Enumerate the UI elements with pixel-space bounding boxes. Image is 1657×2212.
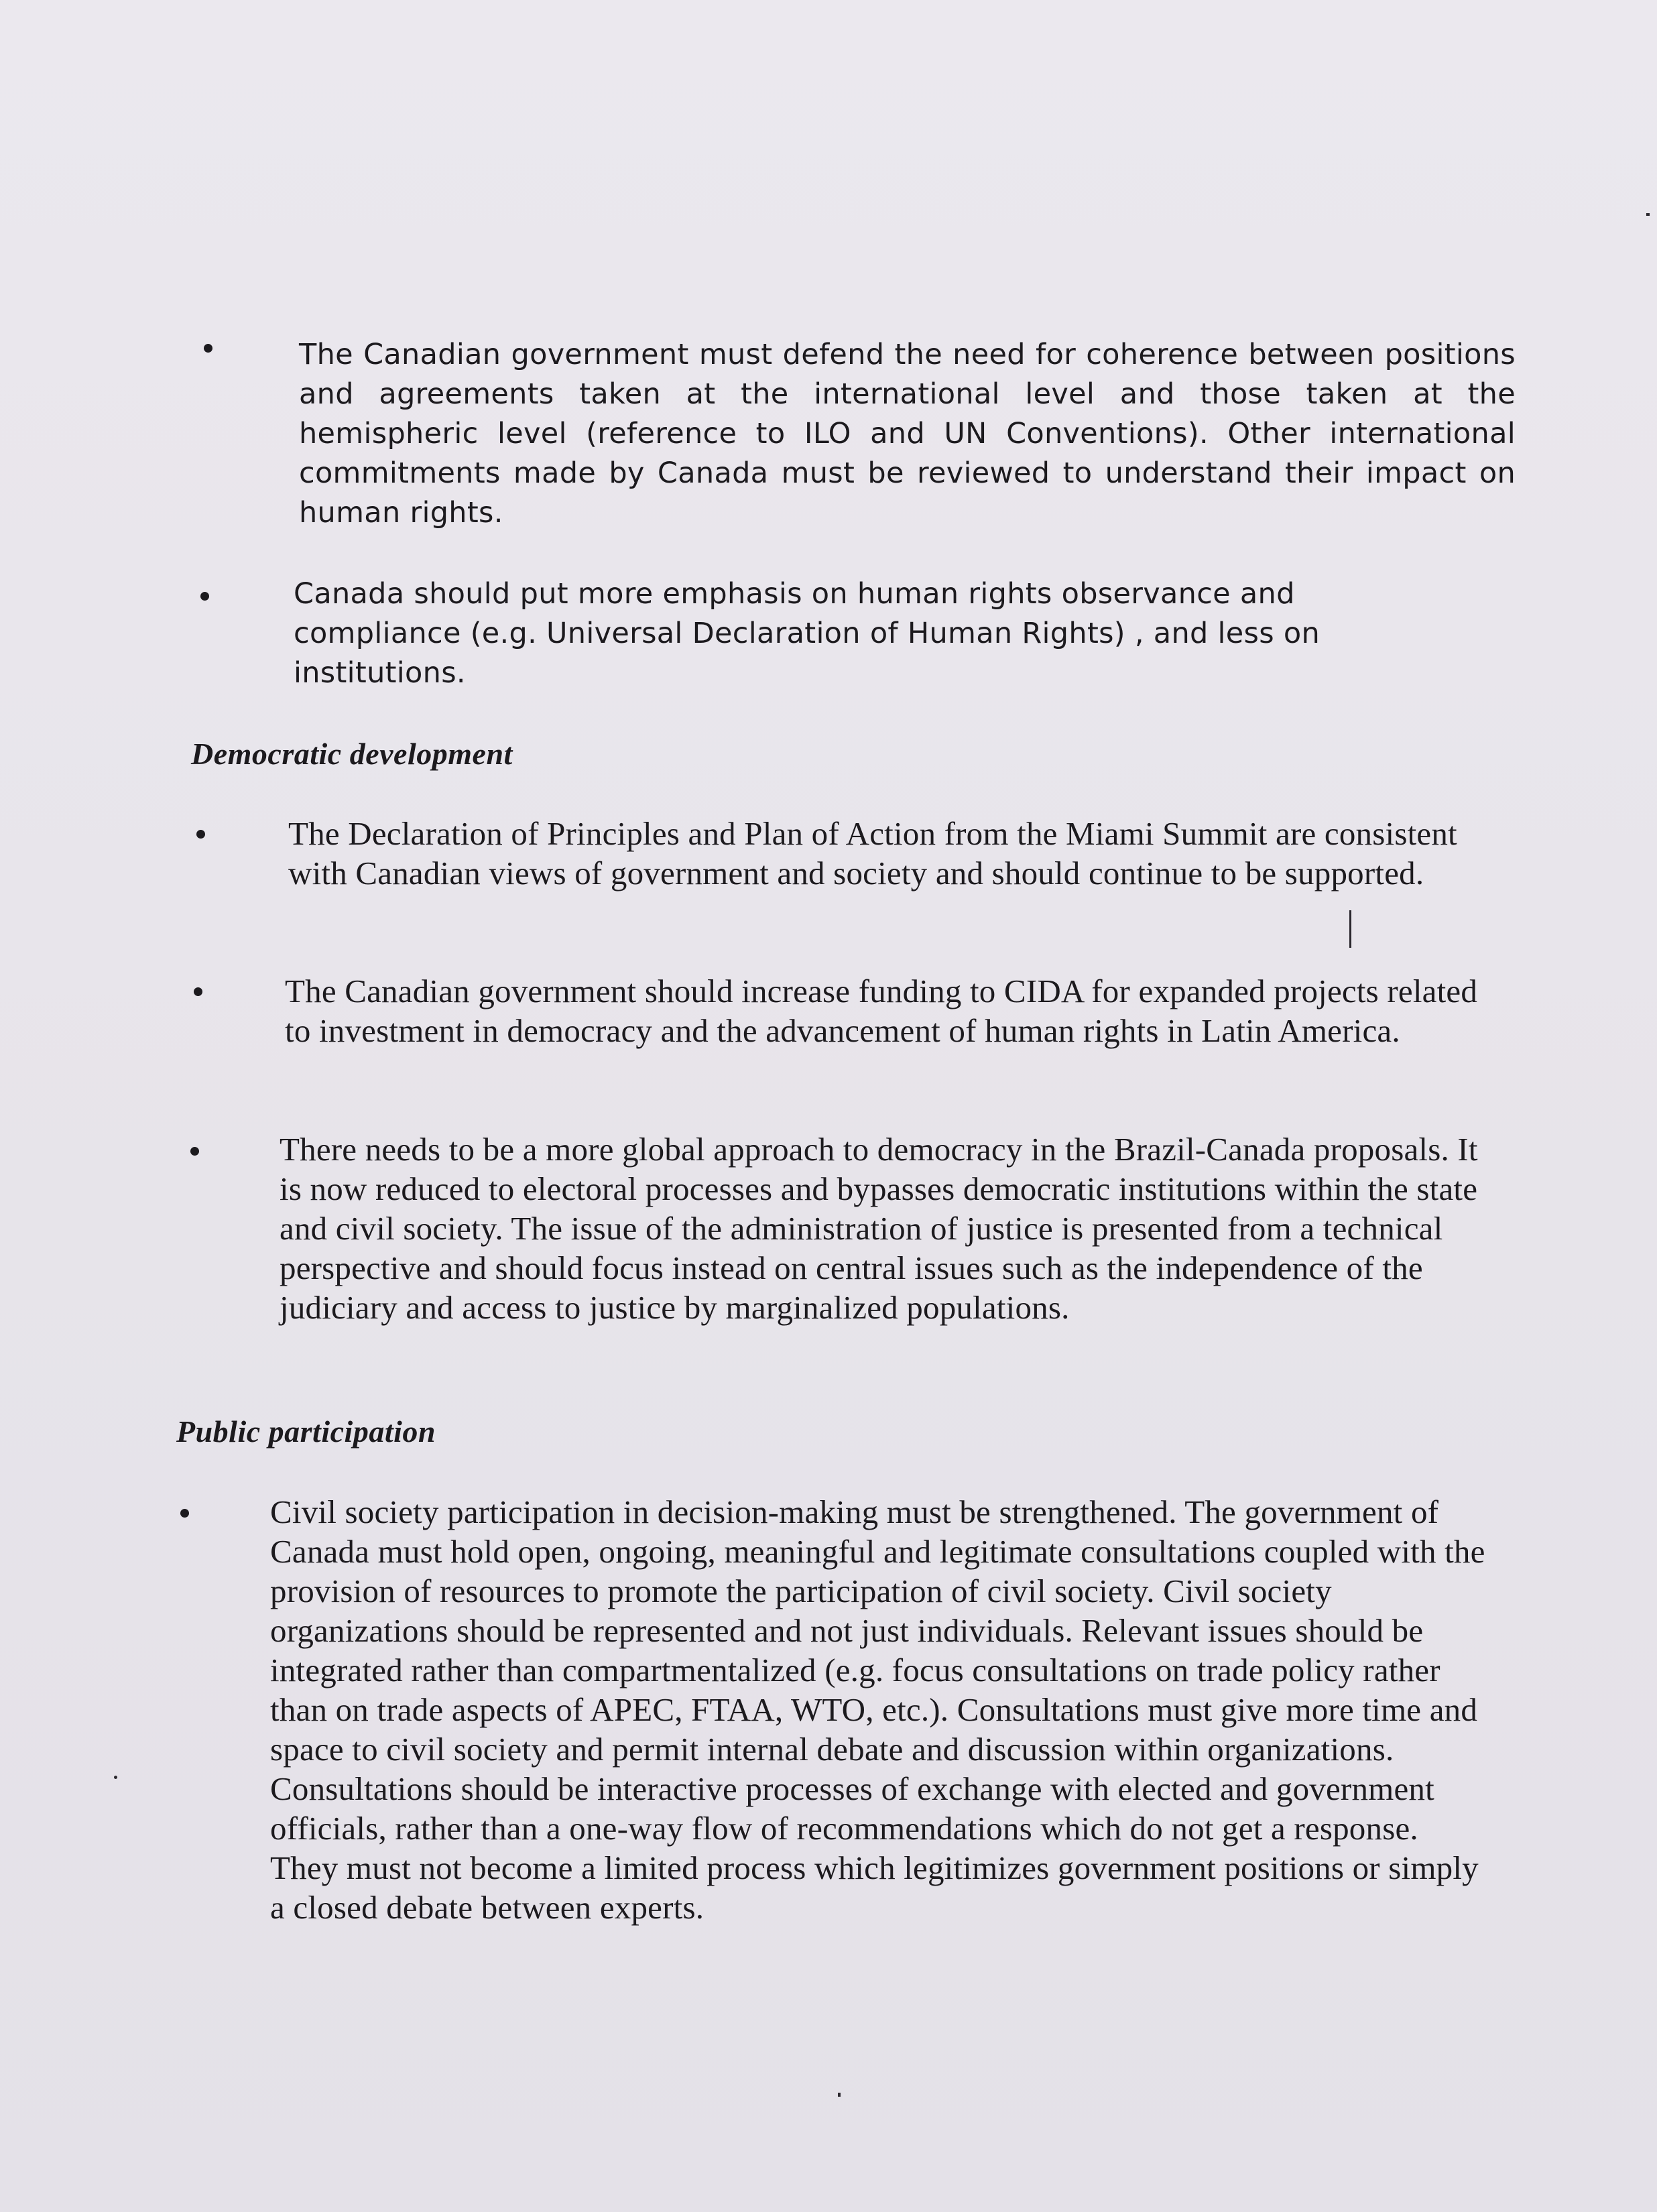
scan-mark (1349, 910, 1351, 948)
scan-mark (838, 2093, 841, 2097)
scan-mark (114, 1776, 117, 1779)
bullet-text: Canada should put more emphasis on human rights observance and compliance (e.g. Universal Declaration of Human Rights) , and less on institutions. (294, 577, 1321, 690)
bullet-icon (194, 987, 202, 996)
bullet-text: Civil society participation in decision-making must be strengthened. The government of Canada must hold open, ongoing, meaningful and legitimate consultations coupled with the provision of resources to promote the participation of civil society. Civil society organizations should be represented and not just individuals. Relevant issues should be integrated rather than compartmentalized (e.g. focus consultations on trade policy rather than on trade aspects of APEC, FTAA, WTO, etc.). Consultations must give more time and space to civil society and permit internal debate and discussion within organizations. Consultations should be interactive processes of exchange with elected and government officials, rather than a one-way flow of recommendations which do not get a response. They must not become a limited process which legitimizes government positions or simply a closed debate between experts. (270, 1493, 1485, 1926)
bullet-text: The Canadian government should increase funding to CIDA for expanded projects related to investment in democracy and the advancement of human rights in Latin America. (285, 973, 1478, 1049)
bullet-text: There needs to be a more global approach to democracy in the Brazil-Canada proposals. It is now reduced to electoral processes and bypasses democratic institutions within the state and civil society. The issue of the administration of justice is presented from a technical perspective and should focus instead on central issues such as the independence of the judiciary and access to justice by marginalized populations. (280, 1131, 1478, 1326)
bullet-text: The Canadian government must defend the need for coherence between positions and agreements taken at the international level and those taken at the hemispheric level (reference to ILO and UN Conventions). Other international commitments made by Canada must be reviewed to understand their impact on human rights. (299, 338, 1516, 530)
bullet-icon (204, 344, 212, 353)
bullet-icon (196, 830, 205, 839)
scan-mark (1646, 213, 1650, 216)
section-heading-democratic-development: Democratic development (191, 737, 513, 771)
bullet-icon (200, 592, 209, 601)
bullet-icon (180, 1509, 189, 1518)
bullet-icon (190, 1147, 199, 1156)
bullet-text: The Declaration of Principles and Plan of Action from the Miami Summit are consistent with Canadian views of government and society and should continue to be supported. (288, 815, 1457, 892)
section-heading-public-participation: Public participation (176, 1414, 436, 1449)
